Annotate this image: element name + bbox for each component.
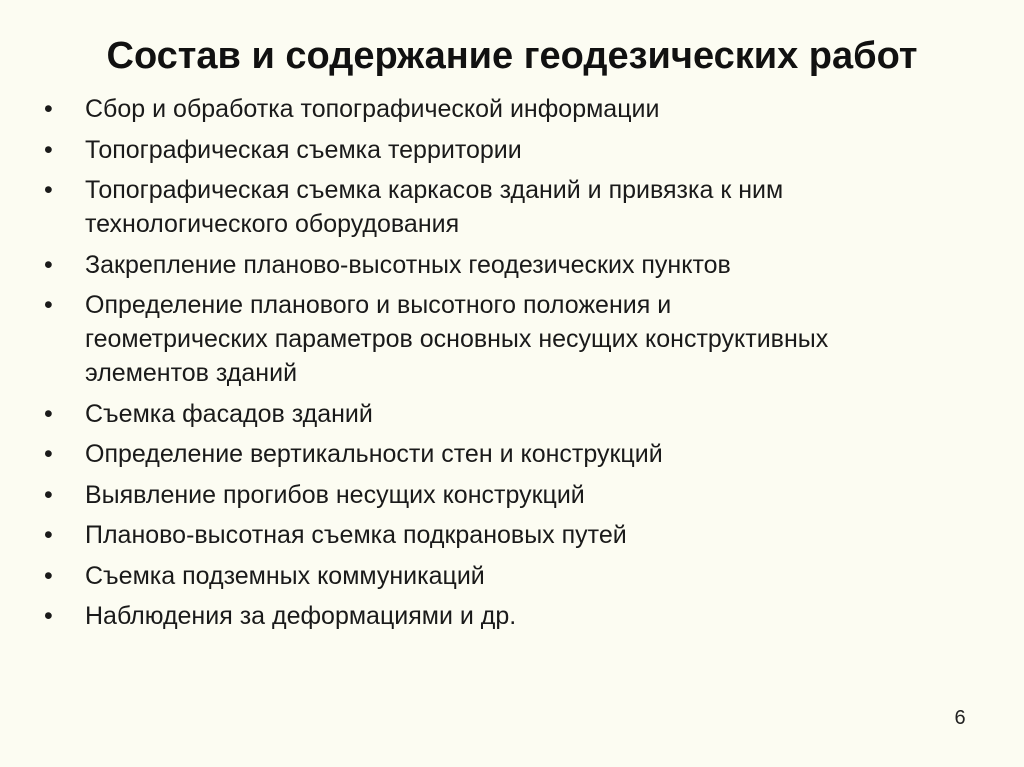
bullet-list [40,92,1000,640]
bullet-text-line: Топографическая съемка территории [85,135,522,164]
bullet-text [85,248,1000,282]
bullet-text-line: Съемка подземных коммуникаций [85,561,485,590]
bullet-item [40,559,1000,593]
bullet-item [40,248,1000,282]
bullet-text [85,559,1000,593]
bullet-text-line: Закрепление планово-высотных геодезических пунктов [85,250,731,279]
bullet-text-line: технологического оборудования [85,210,460,238]
bullet-icon: • [44,480,53,509]
bullet-text-line: элементов зданий [85,359,298,387]
bullet-text [85,288,1000,390]
bullet-item [40,518,1000,552]
bullet-text-line: Планово-высотная съемка подкрановых путей [85,521,627,549]
bullet-item [40,288,1000,390]
bullet-item [40,599,1000,633]
bullet-text-line: Определение планового и высотного положения и [85,291,672,319]
bullet-text [85,599,1000,633]
bullet-text-line: Сбор и обработка топографической информации [85,95,660,123]
bullet-text-line: Съемка фасадов зданий [85,399,373,428]
bullet-icon: • [44,602,53,630]
bullet-text-line: геометрических параметров основных несущих конструктивных [85,325,829,353]
bullet-text-line: Выявление прогибов несущих конструкций [85,480,585,509]
bullet-icon: • [44,521,53,549]
bullet-item [40,92,1000,126]
page-number: 6 [954,707,966,729]
bullet-item [40,133,1000,167]
bullet-icon: • [44,250,53,279]
slide-title: Состав и содержание геодезических работ [106,35,918,77]
bullet-text-line: Наблюдения за деформациями и др. [85,602,517,630]
bullet-item [40,437,1000,471]
bullet-text [85,92,1000,126]
bullet-text [85,397,1000,431]
bullet-item [40,478,1000,512]
bullet-icon: • [44,95,53,123]
bullet-icon: • [44,399,53,428]
bullet-text [85,173,1000,241]
bullet-item [40,397,1000,431]
bullet-text [85,437,1000,471]
bullet-icon: • [44,135,53,164]
bullet-icon: • [44,291,53,319]
bullet-text-line: Определение вертикальности стен и конструкций [85,440,663,468]
bullet-icon: • [44,176,53,204]
bullet-icon: • [44,440,53,468]
bullet-text-line: Топографическая съемка каркасов зданий и привязка к ним [85,176,784,204]
bullet-text [85,518,1000,552]
bullet-text [85,478,1000,512]
bullet-item [40,173,1000,241]
bullet-icon: • [44,561,53,590]
bullet-text [85,133,1000,167]
